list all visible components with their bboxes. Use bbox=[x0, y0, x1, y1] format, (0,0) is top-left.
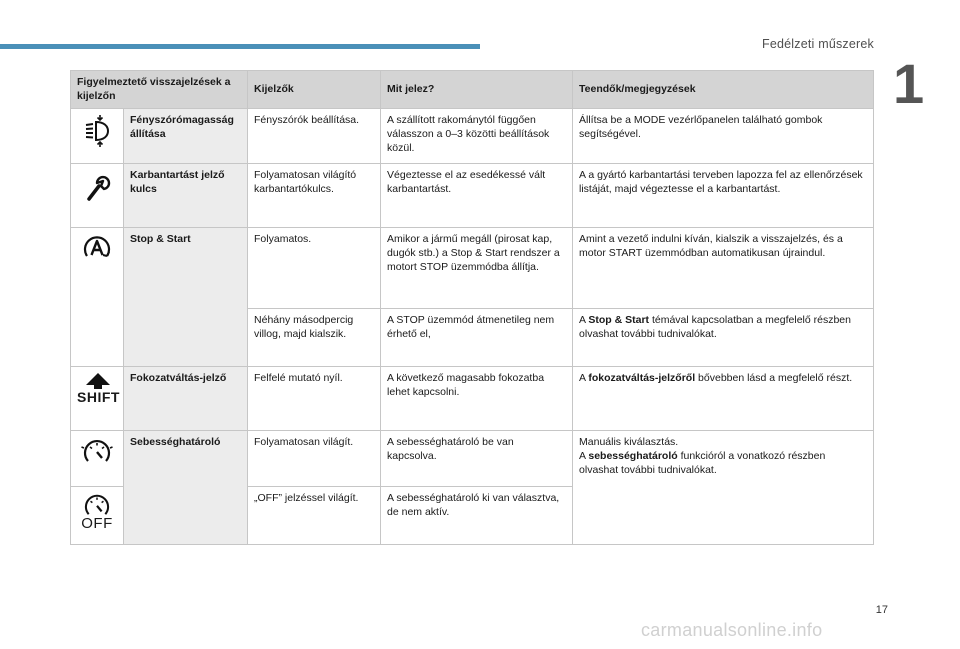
indicator-action: Állítsa be a MODE vezérlőpanelen található gombok segítségével. bbox=[573, 109, 874, 164]
action-text: funkcióról a vonatkozó részben olvashat további tudnivalókat. bbox=[579, 449, 826, 476]
indicator-action: A a gyártó karbantartási terveben lapozza fel az ellenőrzések listáját, majd végeztesse el a karbantartást. bbox=[573, 164, 874, 228]
gear-shift-arrow-icon bbox=[77, 372, 120, 406]
table-row bbox=[71, 109, 874, 164]
indicator-cause: A következő magasabb fokozatba lehet kapcsolni. bbox=[381, 367, 573, 431]
indicator-state: Fényszórók beállítása. bbox=[248, 109, 381, 164]
table-row bbox=[71, 228, 874, 309]
action-keyword: fokozatváltás-jelzőről bbox=[588, 372, 696, 385]
table-header-row bbox=[71, 71, 874, 109]
indicator-cause: Amikor a jármű megáll (pirosat kap, dugók stb.) a Stop & Start rendszer a motort STOP üzemmódba állítja. bbox=[381, 228, 573, 309]
page-number: 17 bbox=[875, 604, 888, 616]
indicator-name: Fényszórómagasság állítása bbox=[124, 109, 248, 164]
off-icon-label: OFF bbox=[81, 515, 113, 533]
indicator-action bbox=[573, 431, 874, 545]
icon-cell bbox=[71, 109, 124, 164]
indicator-state: Folyamatosan világít. bbox=[248, 431, 381, 487]
speedometer-off-icon bbox=[81, 492, 113, 534]
indicator-action: Amint a vezető indulni kíván, kialszik a visszajelzés, és a motor START üzemmódban automatikusan újraindul. bbox=[573, 228, 874, 309]
indicator-cause: A sebességhatároló be van kapcsolva. bbox=[381, 431, 573, 487]
column-header-indicator: Figyelmeztető visszajelzések a kijelzőn bbox=[71, 71, 248, 109]
column-header-cause: Mit jelez? bbox=[381, 71, 573, 109]
chapter-number: 1 bbox=[893, 52, 925, 115]
indicator-name: Karbantartást jelző kulcs bbox=[124, 164, 248, 228]
headlamp-leveling-icon bbox=[82, 114, 112, 148]
indicator-cause: A szállított rakománytól függően válasszon a 0–3 közötti beállítások közül. bbox=[381, 109, 573, 164]
indicator-name: Fokozatváltás-jelző bbox=[124, 367, 248, 431]
indicator-state: Folyamatos. bbox=[248, 228, 381, 309]
action-keyword: Stop & Start bbox=[588, 314, 650, 327]
column-header-state: Kijelzők bbox=[248, 71, 381, 109]
icon-cell bbox=[71, 487, 124, 545]
indicator-name: Stop & Start bbox=[124, 228, 248, 367]
action-text: A bbox=[579, 372, 589, 385]
action-keyword: sebességhatároló bbox=[588, 449, 678, 462]
action-text: témával kapcsolatban a megfelelő részben olvashat további tudnivalókat. bbox=[579, 314, 851, 340]
icon-cell bbox=[71, 228, 124, 367]
indicator-action bbox=[573, 309, 874, 367]
section-title: Fedélzeti műszerek bbox=[762, 37, 874, 51]
header-accent-bar bbox=[0, 44, 480, 49]
table-row bbox=[71, 431, 874, 487]
action-text: A bbox=[579, 449, 589, 462]
action-text: A bbox=[579, 314, 589, 327]
indicator-state: „OFF” jelzéssel világít. bbox=[248, 487, 381, 545]
indicator-cause: A STOP üzemmód átmenetileg nem érhető el, bbox=[381, 309, 573, 367]
indicator-name: Sebességhatároló bbox=[124, 431, 248, 545]
shift-icon-label: SHIFT bbox=[77, 389, 120, 406]
speedometer-icon bbox=[81, 436, 113, 468]
column-header-action: Teendők/megjegyzések bbox=[573, 71, 874, 109]
action-text: bővebben lásd a megfelelő részt. bbox=[695, 372, 853, 385]
table-row bbox=[71, 367, 874, 431]
stop-start-icon bbox=[80, 233, 114, 265]
indicator-state: Felfelé mutató nyíl. bbox=[248, 367, 381, 431]
wrench-icon bbox=[82, 169, 112, 203]
indicator-cause: Végeztesse el az esedékessé vált karbantartást. bbox=[381, 164, 573, 228]
action-text: Manuális kiválasztás. bbox=[579, 436, 679, 449]
indicator-state: Folyamatosan világító karbantartókulcs. bbox=[248, 164, 381, 228]
indicator-state: Néhány másodpercig villog, majd kialszik. bbox=[248, 309, 381, 367]
icon-cell bbox=[71, 164, 124, 228]
watermark: carmanualsonline.info bbox=[641, 620, 823, 640]
warning-lamps-table bbox=[70, 70, 874, 545]
icon-cell bbox=[71, 431, 124, 487]
icon-cell bbox=[71, 367, 124, 431]
indicator-action bbox=[573, 367, 874, 431]
table-row bbox=[71, 164, 874, 228]
indicator-cause: A sebességhatároló ki van választva, de nem aktív. bbox=[381, 487, 573, 545]
